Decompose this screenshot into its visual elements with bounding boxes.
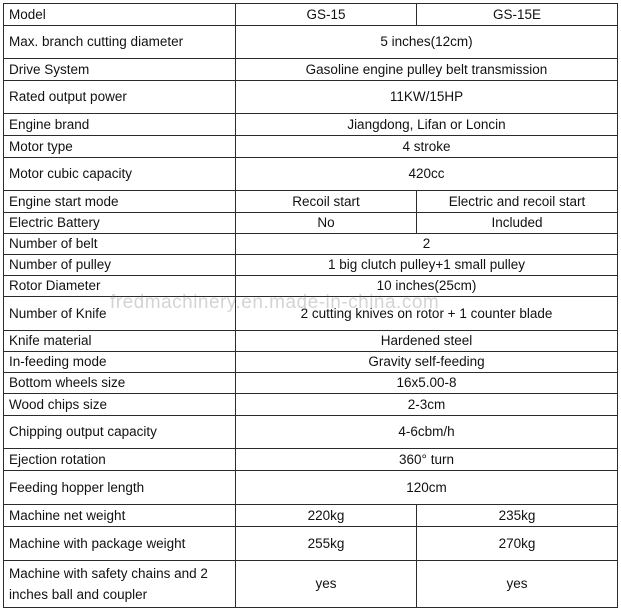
row-model bbox=[4, 4, 618, 26]
infeed-mode-label: In-feeding mode bbox=[4, 352, 236, 373]
battery-gs15e: Included bbox=[417, 213, 618, 234]
rated-power-value: 11KW/15HP bbox=[236, 81, 618, 114]
row-pulley-count bbox=[4, 255, 618, 276]
motor-capacity-label: Motor cubic capacity bbox=[4, 158, 236, 191]
model-gs15: GS-15 bbox=[236, 4, 417, 26]
row-rotor-diameter bbox=[4, 276, 618, 297]
ejection-value: 360° turn bbox=[236, 449, 618, 471]
hopper-length-value: 120cm bbox=[236, 471, 618, 505]
start-mode-gs15: Recoil start bbox=[236, 191, 417, 213]
battery-gs15: No bbox=[236, 213, 417, 234]
model-gs15e: GS-15E bbox=[417, 4, 618, 26]
motor-type-value: 4 stroke bbox=[236, 136, 618, 158]
safety-chains-gs15: yes bbox=[236, 561, 417, 608]
chip-size-label: Wood chips size bbox=[4, 394, 236, 416]
row-engine-brand bbox=[4, 114, 618, 136]
row-motor-capacity bbox=[4, 158, 618, 191]
row-hopper-length bbox=[4, 471, 618, 505]
knife-count-value: 2 cutting knives on rotor + 1 counter blade bbox=[236, 297, 618, 331]
knife-material-label: Knife material bbox=[4, 331, 236, 352]
chip-size-value: 2-3cm bbox=[236, 394, 618, 416]
engine-brand-label: Engine brand bbox=[4, 114, 236, 136]
ejection-label: Ejection rotation bbox=[4, 449, 236, 471]
watermark-text: fredmachinery.en.made-in-china.com bbox=[110, 292, 440, 313]
package-weight-gs15: 255kg bbox=[236, 527, 417, 561]
safety-chains-label: Machine with safety chains and 2 inches ball and coupler bbox=[4, 561, 236, 608]
row-package-weight bbox=[4, 527, 618, 561]
row-knife-material bbox=[4, 331, 618, 352]
belt-count-value: 2 bbox=[236, 234, 618, 255]
row-start-mode bbox=[4, 191, 618, 213]
package-weight-label: Machine with package weight bbox=[4, 527, 236, 561]
package-weight-gs15e: 270kg bbox=[417, 527, 618, 561]
model-label: Model bbox=[4, 4, 236, 26]
knife-count-label: Number of Knife bbox=[4, 297, 236, 331]
output-capacity-label: Chipping output capacity bbox=[4, 416, 236, 449]
output-capacity-value: 4-6cbm/h bbox=[236, 416, 618, 449]
row-motor-type bbox=[4, 136, 618, 158]
net-weight-gs15e: 235kg bbox=[417, 505, 618, 527]
pulley-count-value: 1 big clutch pulley+1 small pulley bbox=[236, 255, 618, 276]
row-belt-count bbox=[4, 234, 618, 255]
row-knife-count bbox=[4, 297, 618, 331]
row-infeed-mode bbox=[4, 352, 618, 373]
rotor-diameter-value: 10 inches(25cm) bbox=[236, 276, 618, 297]
start-mode-label: Engine start mode bbox=[4, 191, 236, 213]
wheels-value: 16x5.00-8 bbox=[236, 373, 618, 394]
cutting-diameter-label: Max. branch cutting diameter bbox=[4, 26, 236, 59]
engine-brand-value: Jiangdong, Lifan or Loncin bbox=[236, 114, 618, 136]
row-net-weight bbox=[4, 505, 618, 527]
net-weight-label: Machine net weight bbox=[4, 505, 236, 527]
row-safety-chains bbox=[4, 561, 618, 608]
net-weight-gs15: 220kg bbox=[236, 505, 417, 527]
battery-label: Electric Battery bbox=[4, 213, 236, 234]
belt-count-label: Number of belt bbox=[4, 234, 236, 255]
row-rated-power bbox=[4, 81, 618, 114]
row-chip-size bbox=[4, 394, 618, 416]
drive-system-value: Gasoline engine pulley belt transmission bbox=[236, 59, 618, 81]
knife-material-value: Hardened steel bbox=[236, 331, 618, 352]
wheels-label: Bottom wheels size bbox=[4, 373, 236, 394]
row-cutting-diameter bbox=[4, 26, 618, 59]
hopper-length-label: Feeding hopper length bbox=[4, 471, 236, 505]
safety-chains-gs15e: yes bbox=[417, 561, 618, 608]
rated-power-label: Rated output power bbox=[4, 81, 236, 114]
motor-type-label: Motor type bbox=[4, 136, 236, 158]
motor-capacity-value: 420cc bbox=[236, 158, 618, 191]
drive-system-label: Drive System bbox=[4, 59, 236, 81]
row-drive-system bbox=[4, 59, 618, 81]
start-mode-gs15e: Electric and recoil start bbox=[417, 191, 618, 213]
pulley-count-label: Number of pulley bbox=[4, 255, 236, 276]
row-output-capacity bbox=[4, 416, 618, 449]
row-wheels bbox=[4, 373, 618, 394]
row-ejection bbox=[4, 449, 618, 471]
row-battery bbox=[4, 213, 618, 234]
cutting-diameter-value: 5 inches(12cm) bbox=[236, 26, 618, 59]
infeed-mode-value: Gravity self-feeding bbox=[236, 352, 618, 373]
rotor-diameter-label: Rotor Diameter bbox=[4, 276, 236, 297]
spec-table bbox=[3, 3, 618, 608]
